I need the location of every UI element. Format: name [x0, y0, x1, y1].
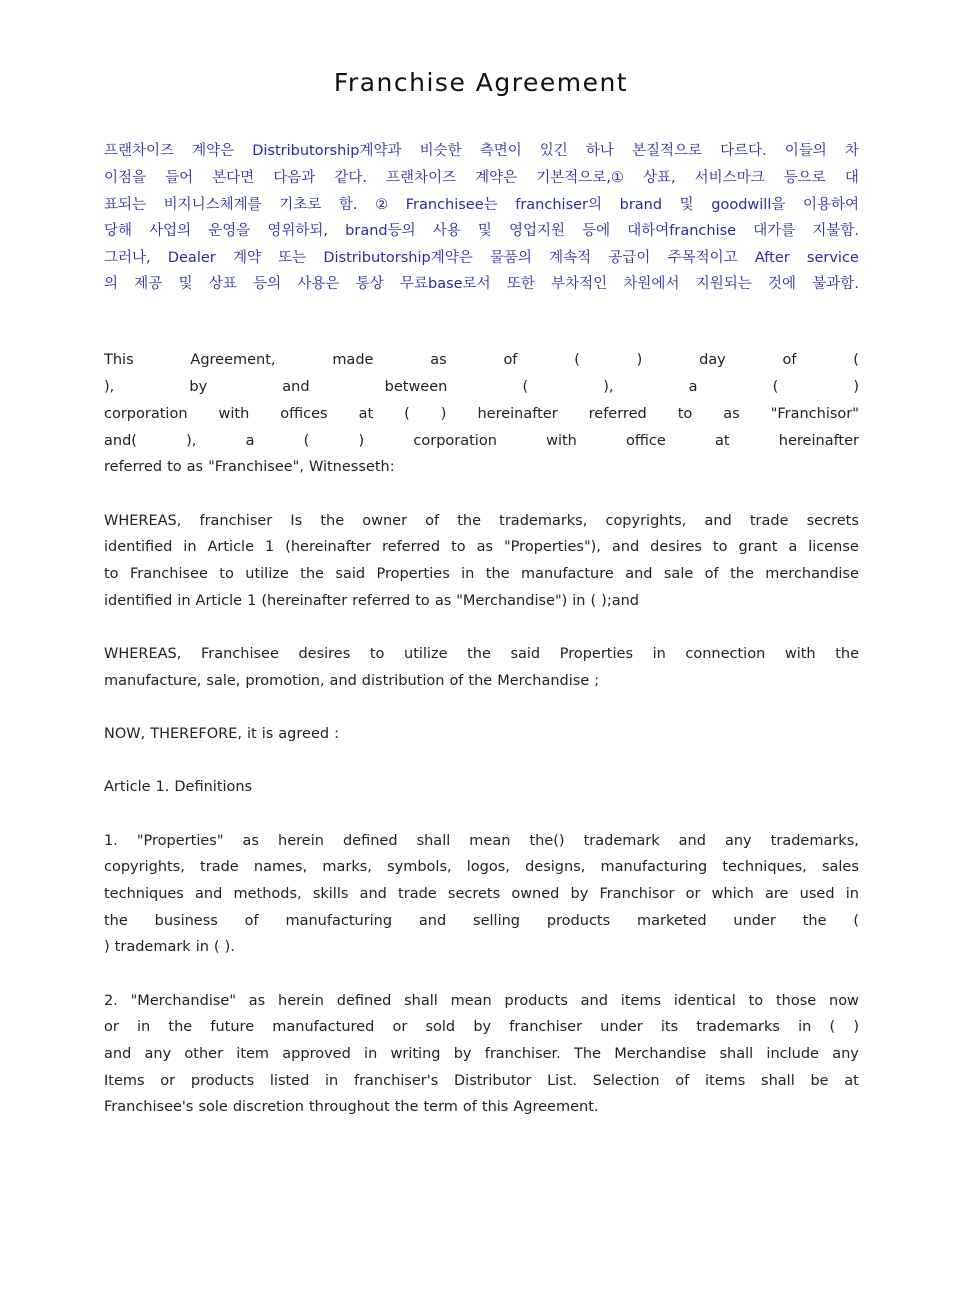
preamble-line: This Agreement, made as of ( ) day of (: [104, 352, 859, 368]
whereas-1-line: WHEREAS, franchiser Is the owner of the trademarks, copyrights, and trade secrets: [104, 513, 859, 529]
whereas-1-line: to Franchisee to utilize the said Properties in the manufacture and sale of the merchandise: [104, 566, 859, 582]
preamble-line: ), by and between ( ), a ( ): [104, 379, 859, 395]
korean-note-line: 프랜차이즈 계약은 Distributorship계약과 비슷한 측면이 있긴 하나 본질적으로 다르다. 이들의 차: [104, 143, 859, 159]
document-title: Franchise Agreement: [333, 68, 629, 97]
korean-note-line: 의 제공 및 상표 등의 사용은 통상 무료base로서 또한 부차적인 차원에서 지원되는 것에 불과함.: [104, 276, 859, 292]
definition-2-line: Items or products listed in franchiser's Distributor List. Selection of items shall be at: [104, 1073, 859, 1089]
definition-1-line: copyrights, trade names, marks, symbols, logos, designs, manufacturing techniques, sales: [104, 859, 859, 875]
whereas-2-line: WHEREAS, Franchisee desires to utilize the said Properties in connection with the: [104, 646, 859, 662]
definition-2-line: Franchisee's sole discretion throughout the term of this Agreement.: [104, 1099, 599, 1115]
korean-note-line: 그러나, Dealer 계약 또는 Distributorship계약은 물품의 계속적 공급이 주목적이고 After service: [104, 250, 859, 266]
korean-note-line: 당해 사업의 운영을 영위하되, brand등의 사용 및 영업지원 등에 대하여franchise 대가를 지불함.: [104, 223, 859, 239]
whereas-1-line: identified in Article 1 (hereinafter referred to as "Properties"), and desires to grant a license: [104, 539, 859, 555]
definition-1-line: ) trademark in ( ).: [104, 939, 235, 955]
korean-note-line: 이점을 들어 본다면 다음과 같다. 프랜차이즈 계약은 기본적으로,① 상표, 서비스마크 등으로 대: [104, 170, 859, 186]
now-therefore-text: NOW, THEREFORE, it is agreed :: [104, 726, 339, 742]
preamble-line: referred to as "Franchisee", Witnesseth:: [104, 459, 395, 475]
preamble-line: corporation with offices at ( ) hereinafter referred to as "Franchisor": [104, 406, 859, 422]
article-1-heading: Article 1. Definitions: [104, 779, 253, 795]
definition-2-line: or in the future manufactured or sold by franchiser under its trademarks in ( ): [104, 1019, 859, 1035]
definition-1-line: techniques and methods, skills and trade secrets owned by Franchisor or which are used in: [104, 886, 859, 902]
definition-1-line: 1. "Properties" as herein defined shall mean the() trademark and any trademarks,: [104, 833, 859, 849]
definition-2-line: and any other item approved in writing by franchiser. The Merchandise shall include any: [104, 1046, 859, 1062]
whereas-2-line: manufacture, sale, promotion, and distribution of the Merchandise ;: [104, 673, 600, 689]
definition-1-line: the business of manufacturing and selling products marketed under the (: [104, 913, 859, 929]
whereas-1-line: identified in Article 1 (hereinafter referred to as "Merchandise") in ( );and: [104, 593, 639, 609]
korean-note-line: 표되는 비지니스체계를 기초로 함. ② Franchisee는 franchiser의 brand 및 goodwill을 이용하여: [104, 197, 859, 213]
preamble-line: and( ), a ( ) corporation with office at hereinafter: [104, 433, 859, 449]
definition-2-line: 2. "Merchandise" as herein defined shall mean products and items identical to those now: [104, 993, 859, 1009]
